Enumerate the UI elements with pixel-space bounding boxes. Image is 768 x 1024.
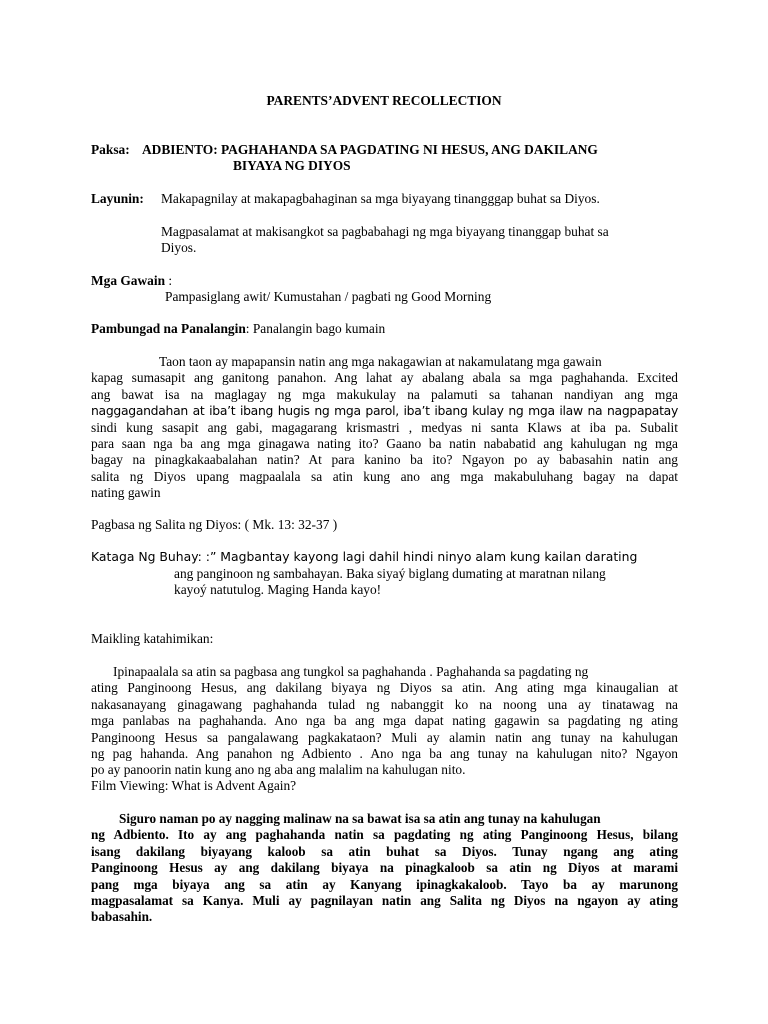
reflection-line: Panginoong Hesus sa pangalawang pagkakataon? Muli ay alamin natin ang tunay na kahulugan xyxy=(91,729,678,745)
katahimikan-line: Maikling katahimikan: xyxy=(91,631,214,646)
closing-line: pang mga biyaya ang sa atin ay Kanyang ipinagkakaloob. Tayo ba ay marunong xyxy=(91,876,678,892)
intro-line: nating gawin xyxy=(91,485,161,501)
intro-line: Taon taon ay mapapansin natin ang mga nakagawian at nakamulatang mga gawain xyxy=(159,354,602,369)
reflection-line: ating Panginoong Hesus, ang dakilang biyaya ng Diyos sa atin. Ang ating mga kinaugalian at xyxy=(91,680,678,696)
closing-line: babasahin. xyxy=(91,909,153,925)
document-title: PARENTS’ADVENT RECOLLECTION xyxy=(266,93,502,108)
kataga-text-1: Magbantay kayong lagi dahil hindi ninyo alam kung kailan darating xyxy=(216,549,638,564)
kataga-line-2: ang panginoon ng sambahayan. Baka siyaý biglang dumating at maratnan nilang xyxy=(174,566,606,581)
intro-line: kapag sumasapit ang ganitong panahon. Ang lahat ay abalang abala sa mga paghahanda. Excited xyxy=(91,370,678,386)
reflection-line: ng pag hahanda. Ang panahon ng Adbiento . Ano nga ba ang tunay na kahulugan nito? Ngayon xyxy=(91,746,678,762)
kataga-label: Kataga Ng Buhay: :” xyxy=(91,549,217,564)
layunin-item-1: Makapagnilay at makapagbahaginan sa mga biyayang tinangggap buhat sa Diyos. xyxy=(161,191,600,206)
panalangin-line xyxy=(91,321,385,337)
pagbasa-line: Pagbasa ng Salita ng Diyos: ( Mk. 13: 32-37 ) xyxy=(91,517,338,532)
gawain-colon: : xyxy=(165,273,173,288)
panalangin-label: Pambungad na Panalangin xyxy=(91,321,246,336)
reflection-line: po ay panoorin natin kung ano ng aba ang malalim na kahulugan nito. xyxy=(91,762,466,778)
panalangin-text: : Panalangin bago kumain xyxy=(245,321,386,336)
intro-paragraph xyxy=(91,354,678,502)
paksa-line-1: ADBIENTO: PAGHAHANDA SA PAGDATING NI HESUS, ANG DAKILANG xyxy=(142,142,598,157)
intro-line: bagay na pinagkakaabalahan natin? At para kanino ba ito? Ngayon po ay babasahin natin ang xyxy=(91,452,678,468)
intro-line: salita ng Diyos upang magpaalala sa atin kung ano ang mga makabuluhang bagay na dapat xyxy=(91,468,678,484)
closing-line: magpasalamat sa Kanya. Muli ay pagnilayan natin ang Salita ng Diyos na ngayon ay ating xyxy=(91,893,678,909)
kataga-line-1 xyxy=(91,549,637,565)
closing-line: ng Adbiento. Ito ay ang paghahanda natin sa pagdating ng ating Panginoong Hesus, bilang xyxy=(91,827,678,843)
intro-line: para saan nga ba ang mga ginagawa nating ito? Gaano ba natin nababatid ang kahulugan ng mga xyxy=(91,436,678,452)
closing-line: Panginoong Hesus ay ang dakilang biyaya na pinagkaloob sa atin ng Diyos at marami xyxy=(91,860,678,876)
layunin-item-2-line-2: Diyos. xyxy=(161,240,197,255)
paksa-line-2: BIYAYA NG DIYOS xyxy=(233,158,351,173)
closing-line: Siguro naman po ay nagging malinaw na sa bawat isa sa atin ang tunay na kahulugan xyxy=(119,811,601,826)
intro-line: naggagandahan at iba’t ibang hugis ng mga parol, iba’t ibang kulay ng mga ilaw na nagpapatay xyxy=(91,403,678,419)
reflection-line: nakasanayang ginagawang paghahanda tulad ng nabanggit ko na noong una ay tinatawag na xyxy=(91,696,678,712)
gawain-heading xyxy=(91,273,172,289)
intro-line: ang bawat isa na maglagay ng mga makukulay na palamuti sa tahanan nandiyan ang mga xyxy=(91,386,678,402)
kataga-line-3: kayoý natutulog. Maging Handa kayo! xyxy=(174,582,382,597)
reflection-paragraph xyxy=(91,664,678,779)
layunin-label: Layunin: xyxy=(91,191,144,206)
gawain-text: Pampasiglang awit/ Kumustahan / pagbati ng Good Morning xyxy=(165,289,492,304)
reflection-line: Ipinapaalala sa atin sa pagbasa ang tungkol sa paghahanda . Paghahanda sa pagdating ng xyxy=(113,664,589,679)
paksa-label: Paksa: xyxy=(91,142,130,157)
closing-paragraph xyxy=(91,811,678,926)
reflection-line: mga panlabas na paghahanda. Ano nga ba ang mga dapat nating gagawin sa pagdating ng ating xyxy=(91,713,678,729)
layunin-item-2-line-1: Magpasalamat at makisangkot sa pagbabahagi ng mga biyayang tinanggap buhat sa xyxy=(161,224,609,239)
gawain-label: Mga Gawain xyxy=(91,273,166,288)
intro-line: sindi kung sasapit ang gabi, magagarang krismastri , medyas ni santa Klaws at iba pa. Subalit xyxy=(91,419,678,435)
closing-line: isang dakilang biyayang kaloob sa atin buhat sa Diyos. Tunay ngang ang ating xyxy=(91,843,678,859)
film-viewing-line: Film Viewing: What is Advent Again? xyxy=(91,778,297,793)
